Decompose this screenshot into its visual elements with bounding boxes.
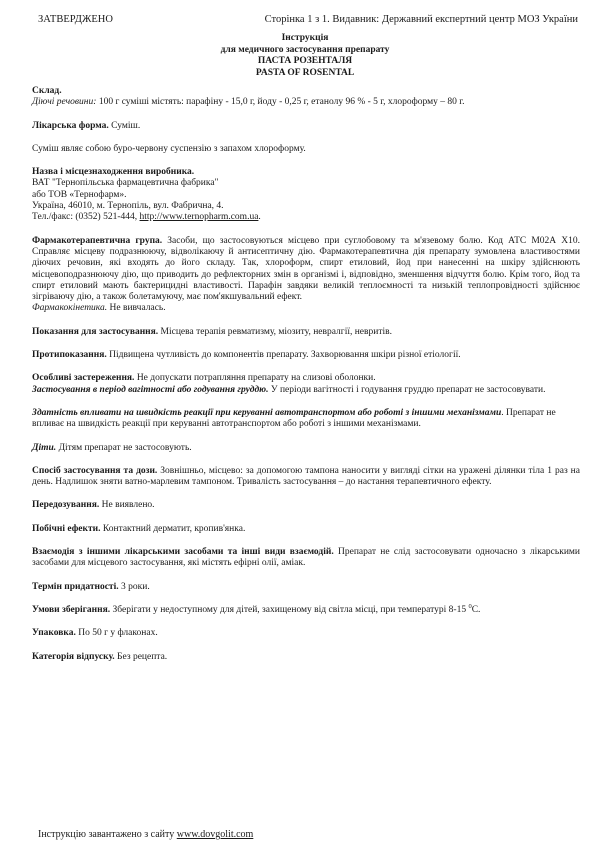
overdose-label: Передозування. <box>32 500 100 511</box>
children-text: Дітям препарат не застосовують. <box>56 442 192 453</box>
side-effects-text: Контактний дерматит, кропив'янка. <box>100 523 246 534</box>
children-label: Діти. <box>32 442 57 453</box>
manufacturer-website-link[interactable]: http://www.ternopharm.com.ua <box>139 212 259 223</box>
overdose-text: Не виявлено. <box>99 500 155 511</box>
warnings-text: Не допускати потрапляння препарату на слизові оболонки. <box>134 373 376 384</box>
section-manufacturer <box>32 167 580 223</box>
driving-text: . Препарат не впливає на швидкість реакції при керуванні автотранспортом або роботі з іншими механізмами. <box>32 407 556 430</box>
approved-stamp: ЗАТВЕРДЖЕНО <box>38 14 113 25</box>
section-storage <box>32 602 580 616</box>
description-text: Суміш являє собою буро-червону суспензію з запахом хлороформу. <box>32 143 306 154</box>
manufacturer-label: Назва і місцезнаходження виробника. <box>32 167 195 178</box>
footer <box>38 829 253 840</box>
pregnancy-label: Застосування в період вагітності або годування груддю. <box>32 384 269 395</box>
instruction-body <box>32 86 580 675</box>
composition-label: Склад. <box>32 86 62 96</box>
dosage-label: Спосіб застосування та дози. <box>32 465 158 476</box>
indications-text: Місцева терапія ревматизму, міозиту, невралгії, невритів. <box>158 326 392 337</box>
title-drug-name-latin: PASTA OF ROSENTAL <box>255 67 355 78</box>
storage-unit: С. <box>471 604 481 615</box>
pregnancy-text: У періоди вагітності і годування груддю препарат не застосовувати. <box>268 384 546 395</box>
section-indications <box>32 327 580 338</box>
category-label: Категорія відпуску. <box>32 651 115 662</box>
pharmacokinetics-label: Фармакокінетика. <box>32 303 108 314</box>
dosage-text: Зовнішньо, місцево: за допомогою тампона наносити у вигляді сітки на уражені ділянки тіла 1 раз на день. Надлишок зняти ватно-марлевим тампоном. Тривалість застосування – до настання терапевтичного ефекту. <box>32 465 580 488</box>
section-dosage <box>32 466 580 489</box>
manufacturer-line1: ВАТ "Тернопільська фармацевтична фабрика" <box>32 178 219 189</box>
side-effects-label: Побічні ефекти. <box>32 523 101 534</box>
section-package <box>32 628 580 639</box>
storage-degree: 0 <box>468 602 472 610</box>
storage-text: Зберігати у недоступному для дітей, захищеному від світла місці, при температурі 8-15 <box>110 604 469 615</box>
interactions-text: Препарат не слід застосовувати одночасно з лікарськими засобами для місцевого застосування, які містять ефірні олії, аміак. <box>32 547 580 569</box>
footer-site-link[interactable]: www.dovgolit.com <box>176 829 254 840</box>
section-warnings <box>32 373 580 396</box>
title-drug-name: ПАСТА РОЗЕНТАЛЯ <box>257 56 353 66</box>
page-info: Сторінка 1 з 1. Видавник: Державний експертний центр МОЗ України <box>264 14 578 25</box>
contraindications-label: Протипоказання. <box>32 350 107 361</box>
storage-label: Умови зберігання. <box>32 604 111 615</box>
package-text: По 50 г у флаконах. <box>75 628 158 639</box>
section-contraindications <box>32 350 580 361</box>
section-shelf-life <box>32 582 580 593</box>
pharmacokinetics-text: Не вивчалась. <box>107 303 166 314</box>
section-side-effects <box>32 524 580 535</box>
manufacturer-line2: або ТОВ «Тернофарм». <box>32 189 127 200</box>
driving-label: Здатність впливати на швидкість реакції при керуванні автотранспортом або роботі з іншими механізмами <box>32 407 502 418</box>
dosage-form-value: Суміш. <box>108 120 141 131</box>
category-text: Без рецепта. <box>114 651 168 662</box>
section-children <box>32 443 580 454</box>
title-purpose: для медичного застосування препарату <box>220 44 390 55</box>
section-composition <box>32 86 580 109</box>
dosage-form-label: Лікарська форма. <box>32 120 109 131</box>
manufacturer-phone: Тел./факс: (0352) 521-444, <box>32 212 140 223</box>
section-description <box>32 144 580 155</box>
package-label: Упаковка. <box>32 628 76 639</box>
active-substances-text: 100 г суміші містять: парафіну - 15,0 г, йоду - 0,25 г, етанолу 96 % - 5 г, хлороформу – 80 г. <box>96 97 465 108</box>
pharmacotherapeutic-text: Засоби, що застосовуються місцево при суглобовому та м'язевому болю. Код АТС М02А Х10. Справляє місцеву подразнюючу, відволікаючу й антисептичну дію. Фармакотерапевтична дія препарату зумовлена властивостями діючих речовин, які входять до його складу. Так, хлороформ, спирт етиловий, йод при нанесенні на шкіру здійснюють місцевоподразнюючу дію, що приводить до рефлекторних змін в організмі і, відповідно, зменшення відчуття болю. Крім того, йод та спирт етиловий мають бактерицидні властивості. Парафін завдяки великій теплоємності та низькій теплопровідності здійснює зігріваючу дію, а також болетамуючу, має пом'якшувальний ефект. <box>32 235 580 303</box>
manufacturer-site-end: . <box>258 212 261 223</box>
active-substances-label: Діючі речовини: <box>32 97 97 108</box>
section-pharmacotherapeutic <box>32 236 580 315</box>
manufacturer-address: Україна, 46010, м. Тернопіль, вул. Фабрична, 4. <box>32 201 224 212</box>
section-dosage-form <box>32 121 580 132</box>
section-interactions <box>32 547 580 570</box>
interactions-label: Взаємодія з іншими лікарськими засобами та інші види взаємодій. <box>32 547 334 558</box>
contraindications-text: Підвищена чутливість до компонентів препарату. Захворювання шкіри різної етіології. <box>106 350 461 361</box>
warnings-label: Особливі застереження. <box>32 373 135 384</box>
title-instruction: Інструкція <box>281 33 329 43</box>
shelf-life-text: 3 роки. <box>118 581 150 592</box>
document-title <box>0 33 610 79</box>
shelf-life-label: Термін придатності. <box>32 581 119 592</box>
footer-text: Інструкцію завантажено з сайту <box>38 829 177 840</box>
section-driving <box>32 408 580 431</box>
indications-label: Показання для застосування. <box>32 326 159 337</box>
section-overdose <box>32 500 580 511</box>
section-category <box>32 652 580 663</box>
pharmacotherapeutic-label: Фармакотерапевтична група. <box>32 235 163 246</box>
